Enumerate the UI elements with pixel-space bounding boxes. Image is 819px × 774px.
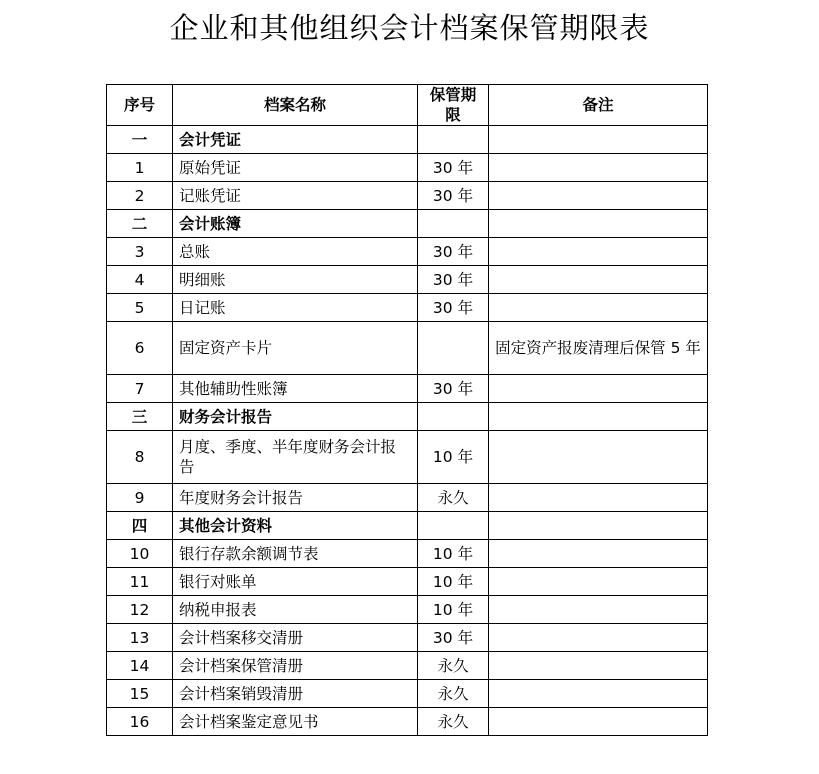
cell-period: 10 年 xyxy=(418,540,489,568)
cell-period: 30 年 xyxy=(418,266,489,294)
cell-seq: 12 xyxy=(107,596,173,624)
cell-name: 明细账 xyxy=(173,266,418,294)
cell-period xyxy=(418,322,489,375)
cell-seq: 3 xyxy=(107,238,173,266)
cell-seq: 四 xyxy=(107,512,173,540)
cell-name: 日记账 xyxy=(173,294,418,322)
cell-name: 会计档案移交清册 xyxy=(173,624,418,652)
cell-name: 总账 xyxy=(173,238,418,266)
cell-remark xyxy=(489,624,708,652)
table-row xyxy=(107,484,708,512)
cell-name: 月度、季度、半年度财务会计报告 xyxy=(173,431,418,484)
header-seq: 序号 xyxy=(107,85,173,126)
cell-name: 银行对账单 xyxy=(173,568,418,596)
cell-name: 记账凭证 xyxy=(173,182,418,210)
cell-period: 永久 xyxy=(418,680,489,708)
cell-name: 会计档案保管清册 xyxy=(173,652,418,680)
cell-remark xyxy=(489,512,708,540)
cell-name: 年度财务会计报告 xyxy=(173,484,418,512)
table-row xyxy=(107,431,708,484)
section-row xyxy=(107,210,708,238)
cell-remark xyxy=(489,652,708,680)
cell-remark xyxy=(489,294,708,322)
cell-period: 30 年 xyxy=(418,294,489,322)
cell-seq: 8 xyxy=(107,431,173,484)
cell-seq: 一 xyxy=(107,126,173,154)
table-row xyxy=(107,375,708,403)
cell-period: 永久 xyxy=(418,708,489,736)
cell-seq: 5 xyxy=(107,294,173,322)
cell-seq: 10 xyxy=(107,540,173,568)
retention-period-table xyxy=(106,84,708,736)
cell-period: 10 年 xyxy=(418,568,489,596)
cell-remark xyxy=(489,154,708,182)
cell-period: 30 年 xyxy=(418,624,489,652)
cell-remark xyxy=(489,431,708,484)
table-row xyxy=(107,708,708,736)
table-row xyxy=(107,540,708,568)
header-name: 档案名称 xyxy=(173,85,418,126)
cell-period xyxy=(418,210,489,238)
cell-name: 会计档案鉴定意见书 xyxy=(173,708,418,736)
cell-period: 永久 xyxy=(418,484,489,512)
cell-seq: 二 xyxy=(107,210,173,238)
header-period: 保管期限 xyxy=(418,85,489,126)
table-row xyxy=(107,680,708,708)
cell-remark xyxy=(489,182,708,210)
cell-remark xyxy=(489,403,708,431)
table-row xyxy=(107,238,708,266)
cell-remark xyxy=(489,266,708,294)
cell-seq: 7 xyxy=(107,375,173,403)
cell-remark xyxy=(489,540,708,568)
table-row xyxy=(107,182,708,210)
cell-name: 会计档案销毁清册 xyxy=(173,680,418,708)
cell-period xyxy=(418,512,489,540)
page-title: 企业和其他组织会计档案保管期限表 xyxy=(169,11,650,45)
cell-name: 固定资产卡片 xyxy=(173,322,418,375)
header-remark: 备注 xyxy=(489,85,708,126)
table-row xyxy=(107,266,708,294)
table-row xyxy=(107,322,708,375)
table-row xyxy=(107,154,708,182)
cell-remark xyxy=(489,210,708,238)
cell-seq: 6 xyxy=(107,322,173,375)
cell-remark xyxy=(489,680,708,708)
table-row xyxy=(107,652,708,680)
cell-name: 其他会计资料 xyxy=(173,512,418,540)
cell-name: 其他辅助性账簿 xyxy=(173,375,418,403)
cell-name: 纳税申报表 xyxy=(173,596,418,624)
cell-period xyxy=(418,403,489,431)
table-row xyxy=(107,568,708,596)
cell-period: 30 年 xyxy=(418,182,489,210)
cell-period: 10 年 xyxy=(418,596,489,624)
cell-seq: 14 xyxy=(107,652,173,680)
cell-seq: 4 xyxy=(107,266,173,294)
cell-remark xyxy=(489,238,708,266)
cell-name: 原始凭证 xyxy=(173,154,418,182)
cell-remark xyxy=(489,708,708,736)
cell-seq: 16 xyxy=(107,708,173,736)
cell-seq: 2 xyxy=(107,182,173,210)
cell-name: 会计凭证 xyxy=(173,126,418,154)
cell-remark xyxy=(489,484,708,512)
cell-remark xyxy=(489,568,708,596)
cell-seq: 1 xyxy=(107,154,173,182)
table-row xyxy=(107,624,708,652)
section-row xyxy=(107,403,708,431)
cell-period xyxy=(418,126,489,154)
table-row xyxy=(107,596,708,624)
table-header-row xyxy=(107,85,708,126)
cell-remark xyxy=(489,126,708,154)
cell-seq: 13 xyxy=(107,624,173,652)
table-row xyxy=(107,294,708,322)
cell-remark: 固定资产报废清理后保管 5 年 xyxy=(489,322,708,375)
cell-period: 10 年 xyxy=(418,431,489,484)
cell-name: 财务会计报告 xyxy=(173,403,418,431)
cell-seq: 9 xyxy=(107,484,173,512)
cell-period: 永久 xyxy=(418,652,489,680)
cell-period: 30 年 xyxy=(418,238,489,266)
cell-name: 会计账簿 xyxy=(173,210,418,238)
cell-seq: 三 xyxy=(107,403,173,431)
cell-period: 30 年 xyxy=(418,375,489,403)
cell-remark xyxy=(489,375,708,403)
cell-seq: 15 xyxy=(107,680,173,708)
cell-name: 银行存款余额调节表 xyxy=(173,540,418,568)
table-body xyxy=(107,126,708,736)
cell-seq: 11 xyxy=(107,568,173,596)
section-row xyxy=(107,126,708,154)
cell-remark xyxy=(489,596,708,624)
section-row xyxy=(107,512,708,540)
cell-period: 30 年 xyxy=(418,154,489,182)
